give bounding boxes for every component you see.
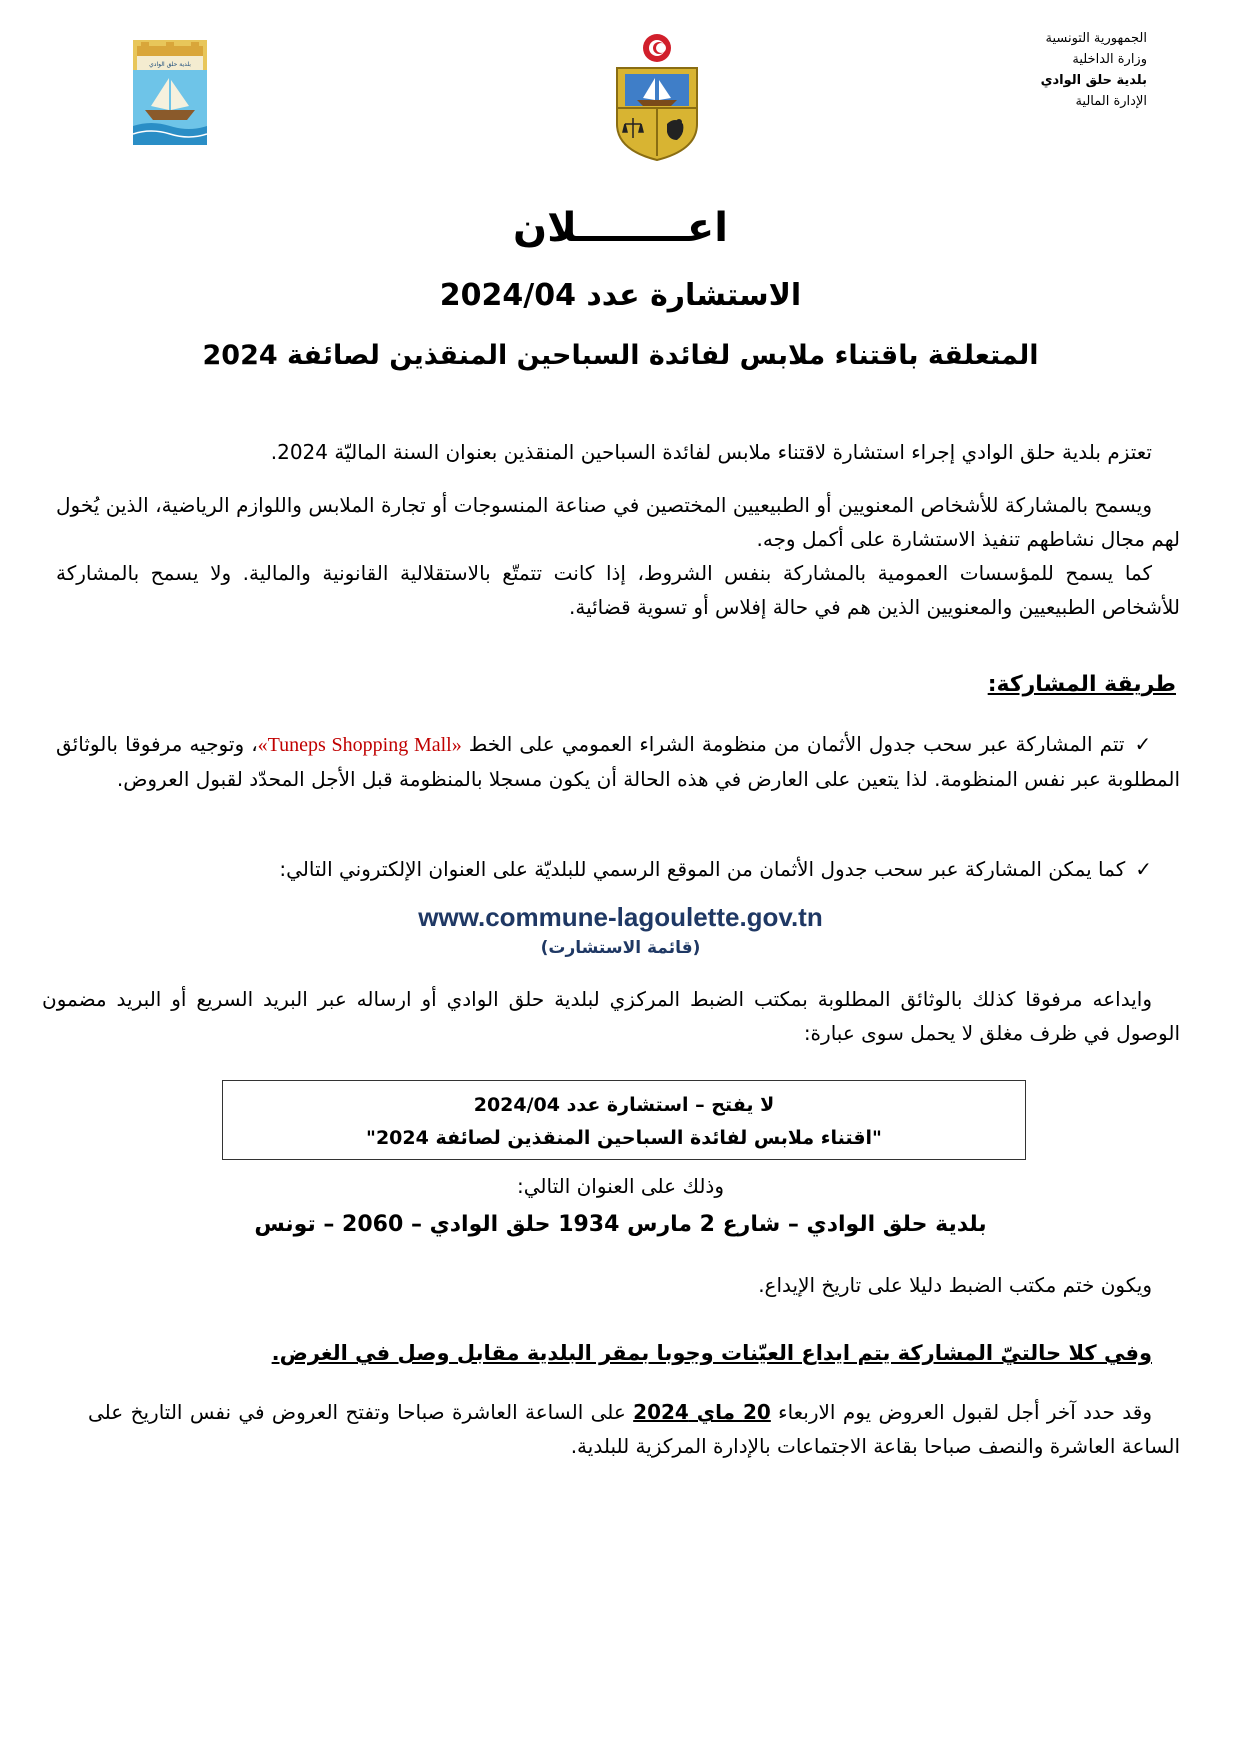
samples-note: وفي كلا حالتيّ المشاركة يتم ايداع العيّنات وجوبا بمقر البلدية مقابل وصل في الغرض. [271,1341,1152,1365]
coat-of-arms-emblem [611,32,703,162]
municipality-website-link[interactable]: www.commune-lagoulette.gov.tn [418,902,823,932]
header-department: الإدارة المالية [1075,94,1147,109]
logo-caption: بلدية حلق الوادي [149,61,191,68]
participation-heading: طريقة المشاركة: [987,672,1176,697]
envelope-label-box [222,1080,1026,1160]
deposit-paragraph: وايداعه مرفوقا كذلك بالوثائق المطلوبة بمكتب الضبط المركزي لبلدية حلق الوادي أو ارساله عبر البريد السريع أو البريد مضمون الوصول في ظرف مغلق لا يحمل سوى عبارة: [42,987,1180,1045]
deadline-text-after: على الساعة العاشرة صباحا وتفتح العروض في نفس التاريخ على الساعة العاشرة والنصف صباحا بقاعة الاجتماعات بالإدارة المركزية للبلدية. [88,1400,1180,1458]
tuneps-platform-name: «Tuneps Shopping Mall» [257,734,462,756]
participation-item-website [56,852,1180,886]
deadline-text-before: وقد حدد آخر أجل لقبول العروض يوم الاربعاء [770,1400,1152,1424]
header-republic: الجمهورية التونسية [1045,31,1147,46]
consultation-number: الاستشارة عدد 2024/04 [439,278,802,313]
tuneps-text-after: ، وتوجيه مرفوقا بالوثائق المطلوبة عبر نفس المنظومة. لذا يتعين على العارض في هذه الحالة أن يكون مسجلا بالمنظومة قبل الأجل المحدّد لقبول العروض. [56,732,1180,791]
announcement-title: اعــــــــلان [513,205,728,251]
postal-address: بلدية حلق الوادي – شارع 2 مارس 1934 حلق الوادي – 2060 – تونس [254,1212,987,1237]
header-block [887,28,1147,112]
envelope-line-2: "اقتناء ملابس لفائدة السباحين المنقذين لصائفة 2024" [366,1127,882,1149]
participation-item-tuneps [56,727,1180,796]
website-item-text: كما يمكن المشاركة عبر سحب جدول الأثمان من الموقع الرسمي للبلديّة على العنوان الإلكتروني التالي: [279,857,1126,881]
header-municipality: بلدية حلق الوادي [1040,73,1147,88]
website-consultations-list: (قائمة الاستشارت) [540,938,701,958]
postmark-note: ويكون ختم مكتب الضبط دليلا على تاريخ الإيداع. [758,1273,1152,1297]
intro-paragraph-2: ويسمح بالمشاركة للأشخاص المعنويين أو الطبيعيين المختصين في صناعة المنسوجات أو تجارة الملابس واللوازم الرياضية، الذين يُخول لهم مجال نشاطهم تنفيذ الاستشارة على أكمل وجه. [56,493,1180,551]
checkmark-icon: ✓ [1134,732,1152,756]
municipality-logo [133,40,207,145]
deadline-paragraph [88,1395,1180,1463]
envelope-line-1: لا يفتح – استشارة عدد 2024/04 [473,1094,775,1116]
header-ministry: وزارة الداخلية [1072,52,1147,67]
consultation-subject: المتعلقة باقتناء ملابس لفائدة السباحين المنقذين لصائفة 2024 [202,340,1039,371]
address-intro: وذلك على العنوان التالي: [516,1174,724,1198]
checkmark-icon: ✓ [1135,857,1152,881]
intro-paragraph-3: كما يسمح للمؤسسات العمومية بالمشاركة بنفس الشروط، إذا كانت تتمتّع بالاستقلالية القانونية والمالية. ولا يسمح بالمشاركة للأشخاص الطبيعيين والمعنويين الذين هم في حالة إفلاس أو تسوية قضائية. [56,561,1180,619]
tuneps-text-before: تتم المشاركة عبر سحب جدول الأثمان من منظومة الشراء العمومي على الخط [461,732,1125,756]
intro-paragraph-1: تعتزم بلدية حلق الوادي إجراء استشارة لاقتناء ملابس لفائدة السباحين المنقذين بعنوان السنة الماليّة 2024. [270,440,1152,464]
deadline-date: 20 ماي 2024 [633,1400,771,1424]
